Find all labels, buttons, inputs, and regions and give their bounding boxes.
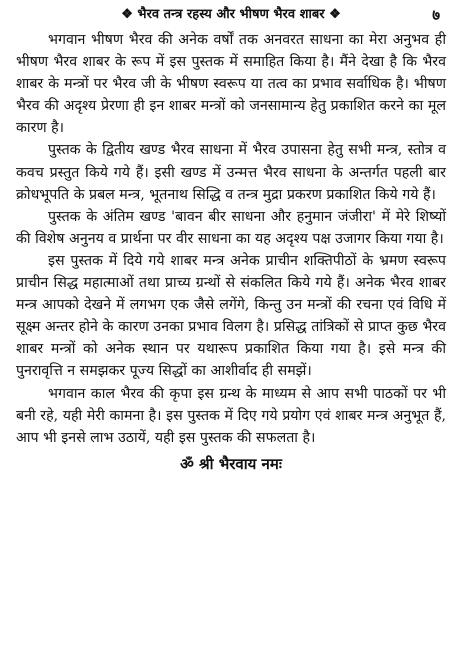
page-number: ७: [432, 6, 440, 24]
body-text: [16, 29, 446, 449]
paragraph: पुस्तक के द्वितीय खण्ड भैरव साधना में भैरव उपासना हेतु सभी मन्त्र, स्तोत्र व कवच प्रस्तुत किये गये हैं। इसी खण्ड में उन्मत्त भैरव साधना के अन्तर्गत पहली बार क्रोधभूपति के प्रबल मन्त्र, भूतनाथ सिद्धि व तन्त्र मुद्रा प्रकरण प्रकाशित किये गये हैं।: [16, 142, 446, 203]
paragraph: पुस्तक के अंतिम खण्ड 'बावन बीर साधना और हनुमान जंजीरा' में मेरे शिष्यों की विशेष अनुनय व प्रार्थना पर वीर साधना का यह अदृश्य पक्ष उजागर किया गया है।: [16, 208, 446, 247]
closing-invocation: ॐ श्री भैरवाय नमः: [180, 454, 282, 473]
paragraph: इस पुस्तक में दिये गये शाबर मन्त्र अनेक प्राचीन शक्तिपीठों के भ्रमण स्वरूप प्राचीन सिद्ध महात्माओं तथा प्राच्य ग्रन्थों से संकलित किये गये हैं। अनेक भैरव शाबर मन्त्र आपको देखने में लगभग एक जैसे लगेंगे, किन्तु उन मन्त्रों की रचना एवं विधि में सूक्ष्म अन्तर होने के कारण उनका प्रभाव विलग है। प्रसिद्ध तांत्रिकों से प्राप्त कुछ भैरव शाबर मन्त्रों को अनेक स्थान पर यथारूप प्रकाशित किया गया है। इसे मन्त्र की पुनरावृत्ति न समझकर पूज्य सिद्धों का आशीर्वाद ही समझें।: [16, 252, 446, 380]
paragraph: भगवान काल भैरव की कृपा इस ग्रन्थ के माध्यम से आप सभी पाठकों पर भी बनी रहे, यही मेरी कामना है। इस पुस्तक में दिए गये प्रयोग एवं शाबर मन्त्र अनुभूत हैं, आप भी इनसे लाभ उठायें, यही इस पुस्तक की सफलता है।: [16, 385, 446, 446]
paragraph: भगवान भीषण भैरव की अनेक वर्षों तक अनवरत साधना का मेरा अनुभव ही भीषण भैरव शाबर के रूप में इस पुस्तक में समाहित किया है। मैंने देखा है कि भैरव शाबर के मन्त्रों पर भैरव जी के भीषण स्वरूप या तत्व का प्रभाव सर्वाधिक है। भीषण भैरव की अदृश्य प्रेरणा ही इन शाबर मन्त्रों को जनसामान्य हेतु प्रकाशित करने का मूल कारण है।: [16, 32, 446, 137]
header-title: ❖ भैरव तन्त्र रहस्य और भीषण भैरव शाबर ❖: [121, 7, 341, 22]
running-header: [16, 3, 446, 27]
